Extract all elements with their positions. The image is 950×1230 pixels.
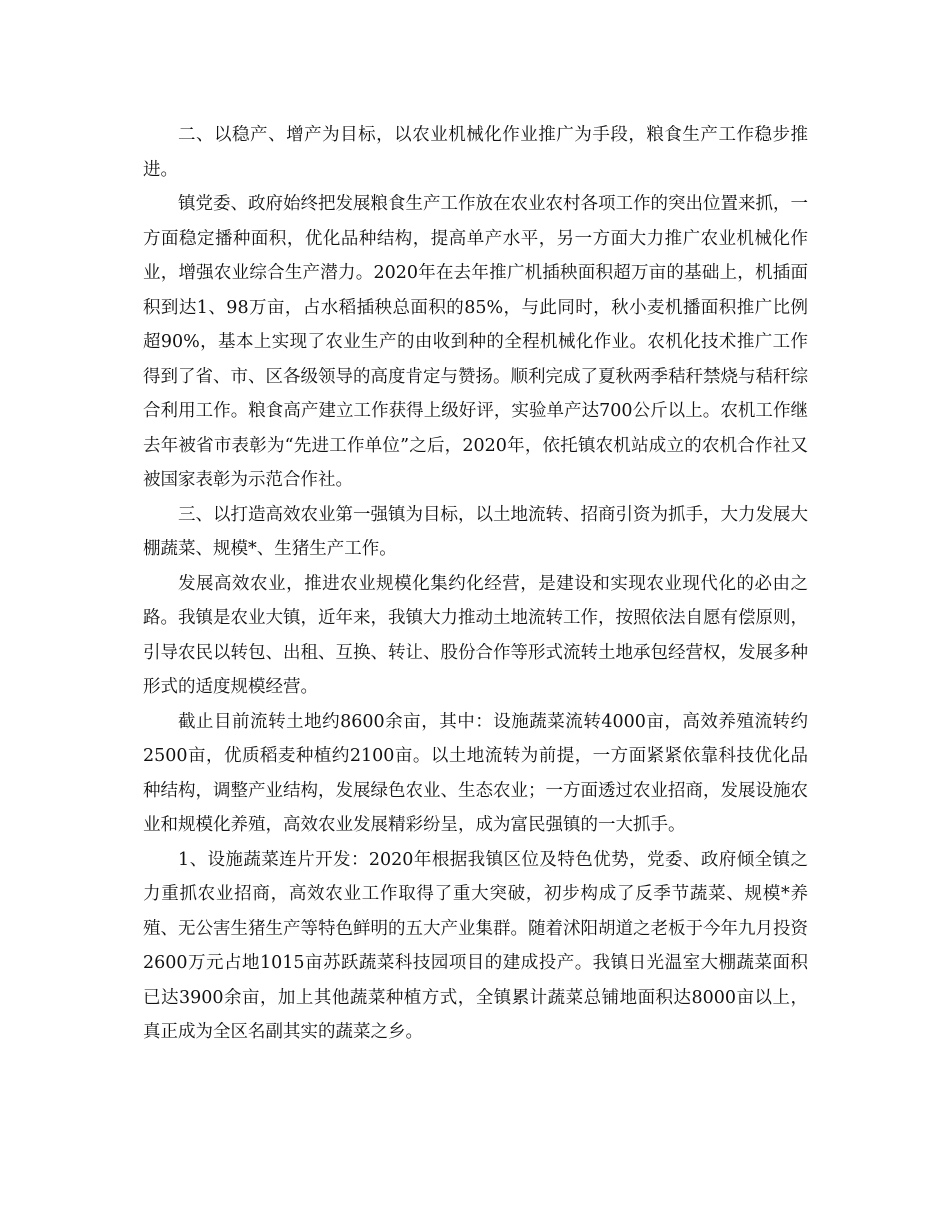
paragraph-vegetable-development: 1、设施蔬菜连片开发：2020年根据我镇区位及特色优势，党委、政府倾全镇之力重抓农业招商，高效农业工作取得了重大突破，初步构成了反季节蔬菜、规模*养殖、无公害生猪生产等特色鲜明的五大产业集群。随着沭阳胡道之老板于今年九月投资2600万元占地1015亩苏跃蔬菜科技园项目的建成投产。我镇日光温室大棚蔬菜面积已达3900余亩，加上其他蔬菜种植方式，全镇累计蔬菜总铺地面积达8000亩以上，真正成为全区名副其实的蔬菜之乡。 bbox=[143, 849, 808, 1042]
paragraph-mechanization: 镇党委、政府始终把发展粮食生产工作放在农业农村各项工作的突出位置来抓，一方面稳定播种面积，优化品种结构，提高单产水平，另一方面大力推广农业机械化作业，增强农业综合生产潜力。2020年在去年推广机插秧面积超万亩的基础上，机插面积到达1、98万亩，占水稻插秧总面积的85%，与此同时，秋小麦机播面积推广比例超90%，基本上实现了农业生产的由收到种的全程机械化作业。农机化技术推广工作得到了省、市、区各级领导的高度肯定与赞扬。顺利完成了夏秋两季秸秆禁烧与秸秆综合利用工作。粮食高产建立工作获得上级好评，实验单产达700公斤以上。农机工作继去年被省市表彰为“先进工作单位”之后，2020年，依托镇农机站成立的农机合作社又被国家表彰为示范合作社。 bbox=[143, 194, 808, 490]
paragraph-goal-efficient-agriculture: 三、以打造高效农业第一强镇为目标，以土地流转、招商引资为抓手，大力发展大棚蔬菜、规模*、生猪生产工作。 bbox=[143, 504, 808, 559]
document-page bbox=[143, 118, 808, 1050]
paragraph-land-transfer: 发展高效农业，推进农业规模化集约化经营，是建设和实现农业现代化的必由之路。我镇是农业大镇，近年来，我镇大力推动土地流转工作，按照依法自愿有偿原则，引导农民以转包、出租、互换、转让、股份合作等形式流转土地承包经营权，发展多种形式的适度规模经营。 bbox=[143, 573, 808, 697]
paragraph-goal-grain: 二、以稳产、增产为目标，以农业机械化作业推广为手段，粮食生产工作稳步推进。 bbox=[143, 125, 808, 180]
paragraph-transfer-stats: 截止目前流转土地约8600余亩，其中：设施蔬菜流转4000亩，高效养殖流转约2500亩，优质稻麦种植约2100亩。以土地流转为前提，一方面紧紧依靠科技优化品种结构，调整产业结构，发展绿色农业、生态农业；一方面透过农业招商，发展设施农业和规模化养殖，高效农业发展精彩纷呈，成为富民强镇的一大抓手。 bbox=[143, 711, 808, 835]
